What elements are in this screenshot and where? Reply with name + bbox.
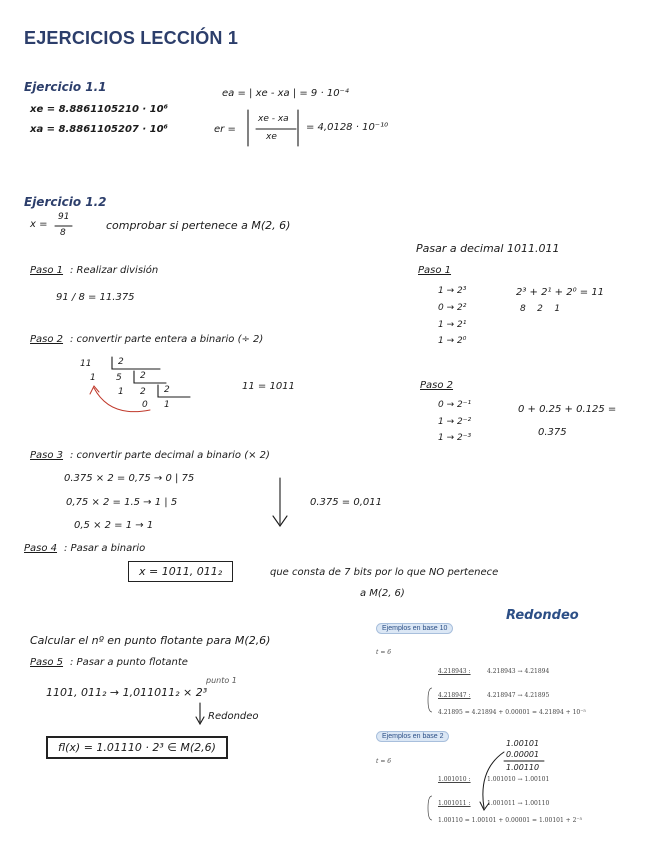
frac-sum: 0 + 0.25 + 0.125 = [518, 404, 617, 415]
paso4-text: : Pasar a binario [64, 543, 146, 554]
ea-formula: ea = | xe - xa | = 9 · 10⁻⁴ [222, 88, 349, 99]
mult-row-2: 0,75 × 2 = 1.5 → 1 | 5 [66, 497, 178, 508]
div-remainder-3: 0 [142, 400, 148, 410]
base10-pill: Ejemplos en base 10 [376, 623, 453, 634]
page-title: EJERCICIOS LECCIÓN 1 [24, 28, 239, 48]
curved-arrow [483, 752, 504, 808]
paso1-text: : Realizar división [70, 265, 159, 276]
ex12-heading: Ejercicio 1.2 [24, 195, 107, 209]
int-row-4: 1 → 2⁰ [438, 336, 467, 346]
div-bracket-1 [112, 357, 160, 369]
r1-left: 4.218943 : [438, 668, 471, 675]
paso2-result: 11 = 1011 [242, 381, 295, 392]
er-value: = 4,0128 · 10⁻¹⁰ [306, 122, 389, 133]
paso3-text: : convertir parte decimal a binario (× 2) [70, 450, 270, 461]
add-line-2: 0.00001 [506, 750, 540, 759]
x-denominator: 8 [60, 228, 66, 238]
b2-left: 1.001011 : [438, 800, 471, 807]
int-terms: 8 2 1 [520, 304, 561, 314]
frac-row-2: 1 → 2⁻² [438, 417, 472, 427]
int-row-2: 0 → 2² [438, 303, 467, 313]
paso3-label: Paso 3 [30, 450, 64, 461]
remainder-arrowhead [90, 386, 99, 394]
add-line-1: 1.00101 [506, 739, 540, 748]
redondeo-label: Redondeo [208, 711, 259, 722]
paso1-label: Paso 1 [30, 265, 64, 276]
div-dividend: 11 [80, 359, 92, 369]
er-label: er = [214, 124, 236, 135]
x-label: x = [30, 219, 48, 230]
int-row-3: 1 → 2¹ [438, 320, 467, 330]
x-numerator: 91 [58, 212, 70, 222]
paso1-calc: 91 / 8 = 11.375 [56, 292, 135, 303]
div-bracket-2 [134, 371, 166, 383]
b3-line: 1.00110 = 1.00101 + 0.00001 = 1.00101 + 2⁻⁵ [438, 817, 583, 824]
t6-base10: t = 6 [376, 649, 392, 656]
flotante-heading: Calcular el nº en punto flotante para M(2,6) [30, 634, 271, 647]
xe-value: xe = 8.8861105210 · 10⁶ [30, 104, 168, 115]
paso5-label: Paso 5 [30, 657, 64, 668]
conclusion-line-1: que consta de 7 bits por lo que NO pertenece [270, 567, 499, 578]
er-denominator: xe [266, 132, 277, 142]
r3-line: 4.21895 = 4.21894 + 0.00001 = 4.21894 + 10⁻⁵ [438, 709, 586, 716]
redondeo-title: Redondeo [506, 608, 579, 623]
div-quotient-1: 5 [116, 373, 122, 383]
div-bracket-3 [158, 385, 190, 397]
paso5-text: : Pasar a punto flotante [70, 657, 188, 668]
b2-right: 1.001011 → 1.00110 [487, 800, 550, 807]
decimal-paso2-label: Paso 2 [420, 380, 454, 391]
frac-row-1: 0 → 2⁻¹ [438, 400, 472, 410]
add-line-3: 1.00110 [506, 763, 540, 772]
div-remainder-1: 1 [90, 373, 96, 383]
div-divisor-2: 2 [140, 371, 146, 381]
flotante-step: 1101, 011₂ → 1,011011₂ × 2³ [46, 686, 208, 699]
float-result-box: fl(x) = 1.01110 · 2³ ∈ M(2,6) [46, 736, 228, 759]
b1-left: 1.001010 : [438, 776, 471, 783]
div-quotient-2: 2 [140, 387, 146, 397]
b1-right: 1.001010 → 1.00101 [487, 776, 550, 783]
paso2-label: Paso 2 [30, 334, 64, 345]
paso2-text: : convertir parte entera a binario (÷ 2) [70, 334, 264, 345]
int-row-1: 1 → 2³ [438, 286, 467, 296]
mult-row-3: 0,5 × 2 = 1 → 1 [74, 520, 154, 531]
curved-arrowhead [480, 802, 489, 810]
er-numerator: xe - xa [258, 114, 289, 124]
int-sum: 2³ + 2¹ + 2⁰ = 11 [516, 287, 605, 298]
binary-result-box: x = 1011, 011₂ [128, 561, 233, 582]
xa-value: xa = 8.8861105207 · 10⁶ [30, 124, 168, 135]
ex12-statement: comprobar si pertenece a M(2, 6) [106, 219, 291, 232]
conclusion-line-2: a M(2, 6) [360, 588, 405, 599]
brace-base10 [428, 688, 432, 712]
frac-row-3: 1 → 2⁻³ [438, 433, 472, 443]
remainder-arrow [94, 388, 150, 412]
frac-result: 0.375 [538, 427, 567, 438]
decimal-title: Pasar a decimal 1011.011 [416, 242, 560, 255]
div-divisor-1: 2 [118, 357, 124, 367]
paso3-result: 0.375 = 0,011 [310, 497, 382, 508]
div-quotient-3: 1 [164, 400, 170, 410]
div-divisor-3: 2 [164, 385, 170, 395]
r1-right: 4.218943 → 4.21894 [487, 668, 550, 675]
ex11-heading: Ejercicio 1.1 [24, 80, 107, 94]
brace-base2 [428, 796, 432, 820]
r2-right: 4.218947 → 4.21895 [487, 692, 550, 699]
r2-left: 4.218947 : [438, 692, 471, 699]
decimal-paso1-label: Paso 1 [418, 265, 452, 276]
mult-row-1: 0.375 × 2 = 0,75 → 0 | 75 [64, 473, 195, 484]
paso4-label: Paso 4 [24, 543, 58, 554]
base2-pill: Ejemplos en base 2 [376, 731, 449, 742]
t6-base2: t = 6 [376, 758, 392, 765]
div-remainder-2: 1 [118, 387, 124, 397]
punto-note: punto 1 [206, 676, 237, 685]
